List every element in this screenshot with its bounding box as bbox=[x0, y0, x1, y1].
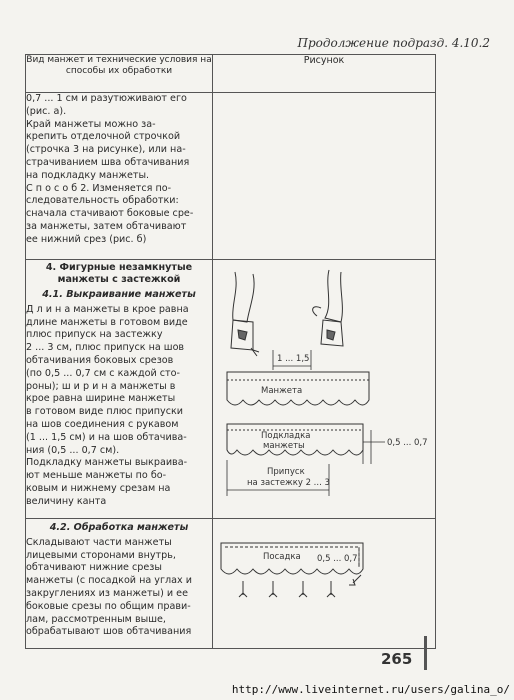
text-line: (по 0,5 ... 0,7 см с каждой сто- bbox=[26, 367, 180, 379]
table-row-method bbox=[26, 93, 436, 260]
table-header-row bbox=[26, 55, 436, 93]
text-line: манжеты (с посадкой на углах и bbox=[26, 575, 192, 587]
text-line: ее нижний срез (рис. б) bbox=[26, 233, 147, 245]
label-allowance-line2: на застежку 2 ... 3 bbox=[247, 478, 330, 488]
text-line: лам, рассмотренным выше, bbox=[26, 613, 166, 625]
text-line: Складывают части манжеты bbox=[26, 536, 172, 548]
label-ease: Посадка bbox=[263, 552, 301, 562]
text-line: Край манжеты можно за- bbox=[26, 118, 156, 130]
column-header-figure: Рисунок bbox=[213, 55, 436, 93]
column-header-cuff-type: Вид манжет и технические условия на способы их обработки bbox=[26, 55, 213, 93]
label-cuff: Манжета bbox=[261, 386, 303, 396]
notch-cuts bbox=[239, 575, 361, 597]
label-seam: 0,5 ... 0,7 bbox=[317, 554, 358, 564]
section-title-line: манжеты с застежкой bbox=[57, 274, 181, 285]
cutting-figure-cell bbox=[213, 260, 436, 519]
text-line: обтачивают нижние срезы bbox=[26, 562, 162, 574]
cuff-processing-figure bbox=[213, 519, 437, 639]
text-line: длине манжеты в готовом виде bbox=[26, 316, 188, 328]
text-line: 0,7 ... 1 см и разутюживают его bbox=[26, 93, 187, 104]
text-line: обрабатывают шов обтачивания bbox=[26, 626, 192, 638]
continuation-header: Продолжение подразд. 4.10.2 bbox=[297, 36, 490, 50]
text-line: крепить отделочной строчкой bbox=[26, 131, 181, 143]
subsection-title-processing: 4.2. Обработка манжеты bbox=[49, 522, 189, 533]
text-line: на шов соединения с рукавом bbox=[26, 418, 179, 430]
text-line: обтачивания боковых срезов bbox=[26, 354, 174, 366]
text-line: величину канта bbox=[26, 495, 107, 507]
section-title-line: 4. Фигурные незамкнутые bbox=[45, 262, 193, 273]
text-line: следовательность обработки: bbox=[26, 195, 179, 207]
text-line: (строчка 3 на рисунке), или на- bbox=[26, 144, 186, 156]
cutting-text-cell bbox=[26, 260, 213, 519]
arm-sketch-right bbox=[313, 270, 343, 346]
label-allowance-line1: Припуск bbox=[267, 467, 305, 477]
text-line: за манжеты, затем обтачивают bbox=[26, 220, 187, 232]
source-url: http://www.liveinternet.ru/users/galina_o/ bbox=[231, 683, 510, 696]
section-title bbox=[26, 262, 212, 286]
label-lining-line2: манжеты bbox=[263, 441, 305, 451]
subsection-title-cutting: 4.1. Выкраивание манжеты bbox=[42, 289, 196, 300]
page-number: 265 bbox=[381, 650, 413, 668]
text-line: Д л и н а манжеты в крое равна bbox=[26, 303, 189, 315]
text-line: страчиванием шва обтачивания bbox=[26, 156, 190, 168]
text-line: боковые срезы по общим прави- bbox=[26, 600, 191, 612]
text-line: плюс припуск на застежку bbox=[26, 329, 163, 341]
text-line: лицевыми сторонами внутрь, bbox=[26, 549, 176, 561]
text-line: ют меньше манжеты по бо- bbox=[26, 470, 167, 482]
text-line: в готовом виде плюс припуски bbox=[26, 406, 184, 418]
text-line: С п о с о б 2. Изменяется по- bbox=[26, 182, 172, 194]
empty-figure-cell bbox=[213, 93, 436, 260]
label-side-seam: 0,5 ... 0,7 bbox=[387, 438, 428, 448]
text-line: ковым и нижнему срезам на bbox=[26, 482, 171, 494]
page-number-bar bbox=[424, 636, 427, 670]
text-line: роны); ш и р и н а манжеты в bbox=[26, 380, 176, 392]
cuff-cutting-figure bbox=[213, 260, 437, 510]
text-line: крое равна ширине манжеты bbox=[26, 393, 176, 405]
method-text-cell bbox=[26, 93, 213, 260]
label-seam-allowance-top: 1 ... 1,5 bbox=[277, 354, 310, 364]
text-line: закруглениях из манжеты) и ее bbox=[26, 587, 188, 599]
arm-sketch-left bbox=[231, 272, 259, 356]
text-line: 2 ... 3 см, плюс припуск на шов bbox=[26, 342, 185, 354]
text-line: ния (0,5 ... 0,7 см). bbox=[26, 444, 120, 456]
text-line: Подкладку манжеты выкраива- bbox=[26, 457, 188, 469]
text-line: на подкладку манжеты. bbox=[26, 169, 150, 181]
processing-text-cell bbox=[26, 519, 213, 649]
label-lining-line1: Подкладка bbox=[261, 431, 311, 441]
side-seam-dimension bbox=[363, 430, 385, 464]
seam-dimension bbox=[359, 547, 363, 567]
table-row-cutting bbox=[26, 260, 436, 519]
techniques-table bbox=[25, 54, 436, 649]
processing-figure-cell bbox=[213, 519, 436, 649]
text-line: (1 ... 1,5 см) и на шов обтачива- bbox=[26, 431, 187, 443]
text-line: сначала стачивают боковые сре- bbox=[26, 208, 194, 220]
text-line: (рис. а). bbox=[26, 105, 67, 117]
table-row-processing bbox=[26, 519, 436, 649]
